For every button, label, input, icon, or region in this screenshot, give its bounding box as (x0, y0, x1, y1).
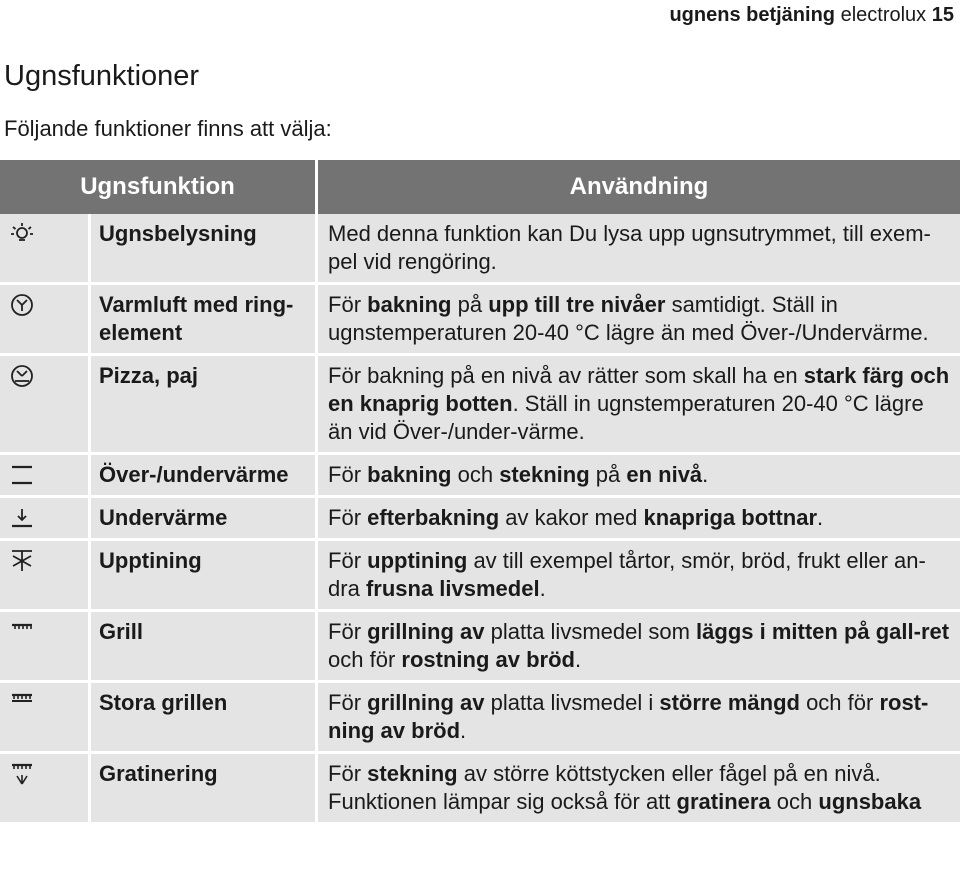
function-name: Varmluft med ring-element (91, 285, 318, 356)
table-row (0, 754, 960, 825)
description-text: och för (328, 647, 402, 672)
light-bulb-icon (0, 222, 88, 246)
description-text: . (574, 647, 582, 672)
function-description (318, 285, 960, 356)
table-row (0, 498, 960, 541)
grill-icon (0, 620, 88, 644)
description-text: . Ställ in ugnstemperaturen 20-40 °C lägre än vid Över-/under-värme. (328, 391, 924, 444)
header-section: ugnens betjäning (669, 4, 836, 26)
description-text: För (328, 761, 368, 786)
function-name: Pizza, paj (91, 356, 318, 455)
header-page-number: 15 (931, 4, 954, 26)
description-emphasis: rost-ning av bröd (328, 690, 929, 743)
table-row (0, 683, 960, 754)
description-text: . (817, 505, 824, 530)
function-description (318, 214, 960, 285)
function-icon-cell (0, 498, 91, 541)
pizza-icon (0, 364, 88, 388)
function-name: Undervärme (91, 498, 318, 541)
function-name: Ugnsbelysning (91, 214, 318, 285)
description-emphasis: bakning (367, 462, 452, 487)
function-description (318, 455, 960, 498)
description-emphasis: större mängd (659, 690, 800, 715)
description-text: För (328, 690, 368, 715)
description-text: på (589, 462, 627, 487)
function-icon-cell (0, 541, 91, 612)
description-emphasis: gratinera (676, 789, 771, 814)
description-emphasis: stekning (499, 462, 590, 487)
large-grill-icon (0, 691, 88, 715)
function-description (318, 498, 960, 541)
description-text: och (451, 462, 500, 487)
column-header-usage: Användning (318, 160, 960, 214)
description-text: För bakning på en nivå av rätter som skall ha en (328, 363, 804, 388)
function-description (318, 541, 960, 612)
description-text: av större köttstycken eller fågel på en nivå. Funktionen lämpar sig också för att (328, 761, 881, 814)
gratinate-icon (0, 762, 88, 786)
description-text: För (328, 619, 368, 644)
table-row (0, 356, 960, 455)
description-emphasis: rostning av bröd (401, 647, 575, 672)
function-icon-cell (0, 612, 91, 683)
function-name: Gratinering (91, 754, 318, 825)
description-text: platta livsmedel i (484, 690, 660, 715)
function-name: Över-/undervärme (91, 455, 318, 498)
description-text: För (328, 505, 368, 530)
function-description (318, 683, 960, 754)
functions-table (0, 160, 960, 825)
description-text: För (328, 292, 368, 317)
page-title: Ugnsfunktioner (4, 60, 200, 92)
defrost-icon (0, 549, 88, 573)
function-icon-cell (0, 754, 91, 825)
function-description (318, 612, 960, 683)
description-emphasis: stekning (367, 761, 458, 786)
description-text: För (328, 548, 368, 573)
function-description (318, 356, 960, 455)
fan-ring-element-icon (0, 293, 88, 317)
description-text: av till exempel tårtor, smör, bröd, frukt eller an-dra (328, 548, 926, 601)
column-header-function: Ugnsfunktion (0, 160, 318, 214)
description-text: Med denna funktion kan Du lysa upp ugnsutrymmet, till exem-pel vid rengöring. (328, 221, 931, 274)
function-icon-cell (0, 356, 91, 455)
table-row (0, 541, 960, 612)
table-row (0, 285, 960, 356)
description-text: platta livsmedel som (484, 619, 697, 644)
function-icon-cell (0, 214, 91, 285)
description-emphasis: efterbakning (367, 505, 500, 530)
description-emphasis: en nivå (626, 462, 703, 487)
description-emphasis: frusna livsmedel (365, 576, 540, 601)
description-text: . (702, 462, 709, 487)
table-row (0, 612, 960, 683)
description-emphasis: upp till tre nivåer (488, 292, 666, 317)
description-emphasis: stark färg och en knaprig botten (328, 363, 950, 416)
intro-text: Följande funktioner finns att välja: (4, 116, 332, 141)
top-bottom-heat-icon (0, 463, 88, 487)
function-icon-cell (0, 285, 91, 356)
description-emphasis: upptining (367, 548, 468, 573)
description-emphasis: grillning av (367, 690, 485, 715)
description-text: . (460, 718, 467, 743)
description-text: av kakor med (499, 505, 644, 530)
description-emphasis: grillning av (367, 619, 485, 644)
running-header (669, 4, 954, 27)
table-row (0, 455, 960, 498)
function-name: Grill (91, 612, 318, 683)
function-description (318, 754, 960, 825)
description-text: samtidigt. Ställ in ugnstemperaturen 20-40 °C lägre än med Över-/Undervärme. (328, 292, 929, 345)
description-text: på (451, 292, 489, 317)
description-text: och för (799, 690, 880, 715)
description-emphasis: läggs i mitten på gall-ret (696, 619, 950, 644)
function-name: Stora grillen (91, 683, 318, 754)
description-text: . (539, 576, 546, 601)
description-emphasis: bakning (367, 292, 452, 317)
table-row (0, 214, 960, 285)
header-brand: electrolux (840, 4, 927, 26)
function-icon-cell (0, 455, 91, 498)
function-icon-cell (0, 683, 91, 754)
description-text: och (770, 789, 819, 814)
function-name: Upptining (91, 541, 318, 612)
description-emphasis: ugnsbaka (818, 789, 922, 814)
description-text: För (328, 462, 368, 487)
bottom-heat-icon (0, 506, 88, 530)
description-emphasis: knapriga bottnar (643, 505, 818, 530)
